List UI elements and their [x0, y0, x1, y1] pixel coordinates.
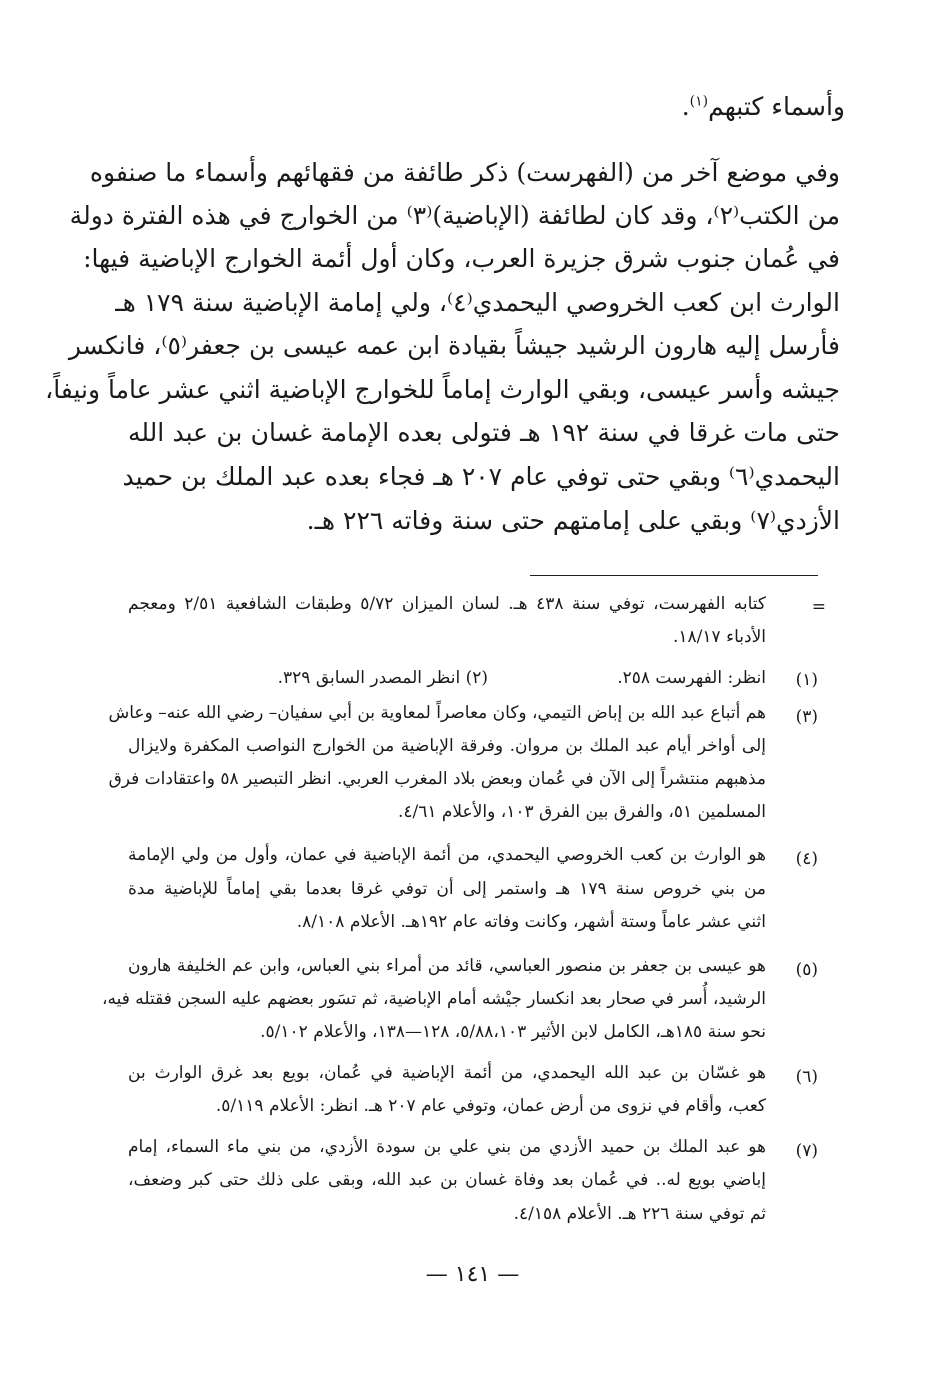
body-line: جيشه وأسر عيسى، وبقي الوارث إماماً للخوارج الإباضية اثني عشر عاماً ونيفاً،: [45, 375, 840, 404]
footnote-2: (٢) انظر المصدر السابق ٣٢٩.: [277, 668, 488, 688]
footnote-line: كتابه الفهرست، توفي سنة ٤٣٨ هـ. لسان الميزان ٥/٧٢ وطبقات الشافعية ٢/٥١ ومعجم: [128, 594, 767, 614]
body-line: فأرسل إليه هارون الرشيد جيشاً بقيادة ابن عمه عيسى بن جعفر⁽٥⁾، فانكسر: [68, 331, 840, 360]
body-line: اليحمدي⁽٦⁾ وبقي حتى توفي عام ٢٠٧ هـ فجاء بعده عبد الملك بن حميد: [122, 462, 840, 491]
opening-period: .: [681, 92, 690, 121]
footnote-line: كعب، وأقام في نزوى من أرض عمان، وتوفي عام ٢٠٧ هـ. انظر: الأعلام ٥/١١٩.: [215, 1096, 766, 1116]
continuation-mark: =: [811, 597, 826, 617]
body-line: الأزدي⁽٧⁾ وبقي على إمامتهم حتى سنة وفاته ٢٢٦ هـ.: [306, 506, 840, 535]
footnote-line: ثم توفي سنة ٢٢٦ هـ. الأعلام ٤/١٥٨.: [513, 1204, 766, 1224]
footnote-line: الأدباء ١٨/١٧.: [673, 627, 766, 647]
body-line: من الكتب⁽٢⁾، وقد كان لطائفة (الإباضية)⁽٣⁾ من الخوارج في هذه الفترة دولة: [69, 201, 840, 230]
footnote-line: هو عيسى بن جعفر بن منصور العباسي، قائد من أمراء بني العباس، وابن عم الخليفة هارون: [128, 956, 766, 976]
body-line: حتى مات غرقا في سنة ١٩٢ هـ فتولى بعده الإمامة غسان بن عبد الله: [128, 418, 840, 447]
footnote-number: (٥): [795, 960, 818, 980]
footnote-ref-1: (١): [689, 93, 709, 110]
footnote-line: المسلمين ٥١، والفرق بين الفرق ١٠٣، والأعلام ٤/٦١.: [397, 802, 766, 822]
body-line: في عُمان جنوب شرق جزيرة العرب، وكان أول أئمة الخوارج الإباضية فيها:: [83, 244, 840, 273]
opening-text: وأسماء كتبهم: [708, 92, 845, 121]
footnote-separator: [530, 575, 818, 576]
footnote-line: الرشيد، أُسر في صحار بعد انكسار جيْشه أمام الإباضية، ثم تسَور بعضهم عليه السجن فقتله فيه،: [102, 989, 766, 1009]
footnote-1: انظر: الفهرست ٢٥٨.: [617, 668, 766, 688]
footnote-line: نحو سنة ١٨٥هـ، الكامل لابن الأثير ٥/٨٨،١٠٣، ١٢٨—١٣٨، والأعلام ٥/١٠٢.: [260, 1022, 766, 1042]
footnote-number: (٤): [795, 849, 818, 869]
footnote-line: اثني عشر عاماً وستة أشهر، وكانت وفاته عام ١٩٢هـ. الأعلام ٨/١٠٨.: [296, 912, 766, 932]
footnote-line: هو عبد الملك بن حميد الأزدي من بني علي بن سودة الأزدي، من بني ماء السماء، إمام: [128, 1137, 766, 1157]
footnote-number: (٧): [795, 1141, 818, 1161]
body-line: وفي موضع آخر من (الفهرست) ذكر طائفة من فقهائهم وأسماء ما صنفوه: [89, 158, 840, 187]
footnote-line: هو غسّان بن عبد الله اليحمدي، من أئمة الإباضية في عُمان، بويع بعد غرق الوارث بن: [128, 1063, 766, 1083]
footnote-line: إباضي بويع له.. في عُمان بعد وفاة غسان بن عبد الله، وبقى على ذلك حتى كبر وضعف،: [128, 1170, 766, 1190]
footnote-line: هم أتباع عبد الله بن إباض التيمي، وكان معاصراً لمعاوية بن أبي سفيان– رضي الله عنه– وعاش: [108, 703, 766, 723]
page-number: — ١٤١ —: [425, 1262, 520, 1287]
opening-line: [682, 92, 845, 121]
footnote-line: إلى أواخر أيام عبد الملك بن مروان. وفرقة الإباضية من الخوارج النواصب المكفرة ولايزال: [128, 736, 766, 756]
footnote-line: من بني خروص سنة ١٧٩ هـ واستمر إلى أن توفي غرقا بعدما بقي إماماً للإباضية مدة: [128, 879, 766, 899]
footnote-line: هو الوارث بن كعب الخروصي اليحمدي، من أئمة الإباضية في عمان، وأول من ولي الإمامة: [128, 845, 766, 865]
footnote-line: مذهبهم منتشراً إلى الآن في عُمان وبعض بلاد المغرب العربي. انظر التبصير ٥٨ واعتقادات فرق: [108, 769, 766, 789]
footnote-number: (١): [795, 670, 818, 690]
footnote-number: (٦): [795, 1067, 818, 1087]
footnote-number: (٣): [795, 707, 818, 727]
body-line: الوارث ابن كعب الخروصي اليحمدي⁽٤⁾، ولي إمامة الإباضية سنة ١٧٩ هـ: [115, 288, 840, 317]
